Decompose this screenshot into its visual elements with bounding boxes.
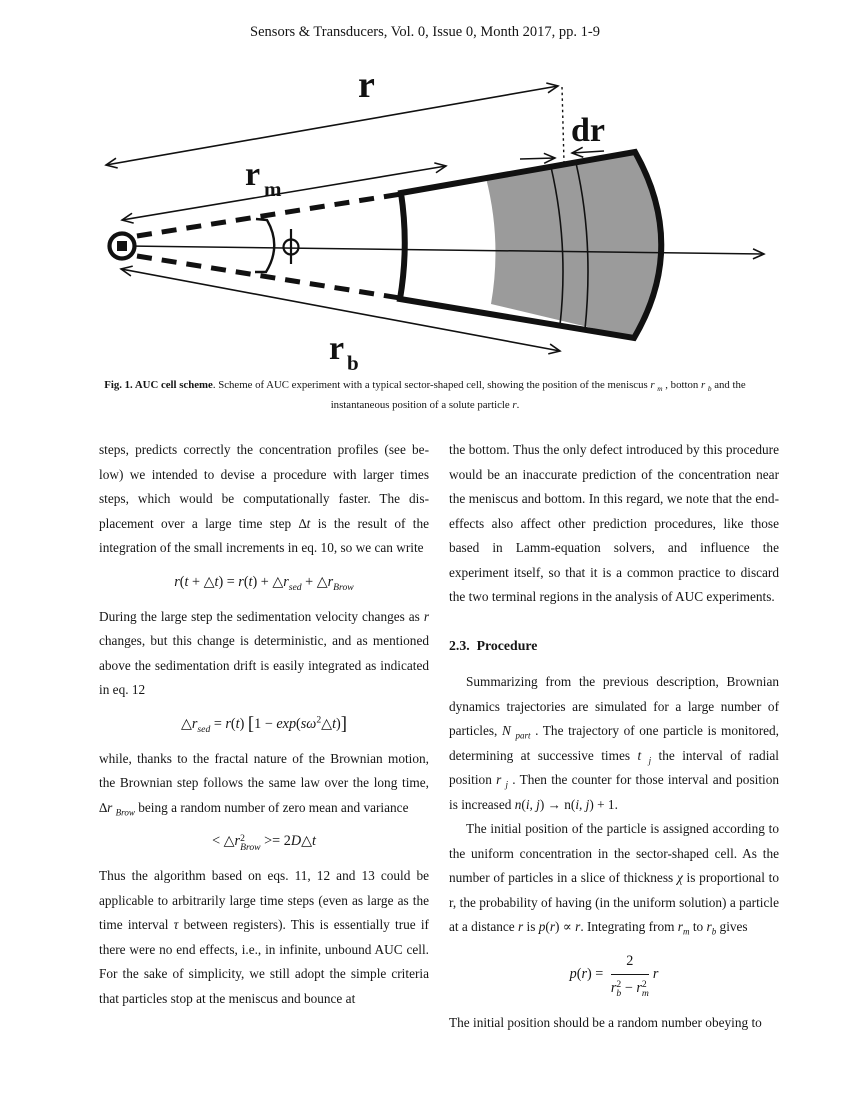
r-position-dotted-line bbox=[562, 87, 564, 163]
journal-header: Sensors & Transducers, Vol. 0, Issue 0, Month 2017, pp. 1-9 bbox=[250, 24, 600, 40]
left-column bbox=[99, 438, 429, 1035]
dr-left-pointer-arrow bbox=[520, 158, 555, 159]
label-rm-base: r bbox=[245, 156, 261, 193]
body-columns bbox=[99, 438, 779, 1035]
rotor-origin-marker bbox=[110, 234, 135, 259]
phi-angle-arc bbox=[255, 219, 274, 272]
equation-11: r(t + △t) = $r(t) + \triangle r_{sed}$ + $\triangle r_{Brow}$ bbox=[174, 573, 354, 593]
paragraph: During the large step the sedimentation velocity changes as r changes, but this change is deterministic, and as mentioned above the sedimentation drift is easily integrated as indicated in eq. 12 bbox=[99, 608, 429, 697]
phi-symbol bbox=[284, 229, 299, 264]
paragraph: the bottom. Thus the only defect introduced by this procedure would be an inaccurate prediction of the concentration near the meniscus and bottom. In this regard, we note that the end-effects also affect other prediction procedures, like those based in Lamm-equation solvers, and influence the experiment itself, so that it is a common practice to discard the two terminal regions in the analysis of AUC experiments. bbox=[449, 442, 779, 604]
figure-caption bbox=[85, 376, 765, 416]
label-r: r bbox=[358, 64, 375, 106]
r-measure-arrow bbox=[106, 86, 558, 165]
paragraph: Summarizing from the previous description, Brownian dynamics trajectories are simulated for a large number of particles, N $_{part}$ . The trajectory of one particle is monitored, determining at successive times t $_j$ the interval of radial position r $_j$ . Then the counter for those interval and position is increased n(i, j) → n(i, j) + 1. bbox=[449, 674, 780, 812]
sector-lower-dashed-edge bbox=[137, 256, 400, 298]
right-column bbox=[449, 438, 779, 1035]
label-dr: dr bbox=[571, 112, 605, 149]
label-rb-sub: b bbox=[347, 351, 359, 375]
equation-pr: p(r) = 2 r 2 b − r 2 m r bbox=[449, 949, 779, 1000]
label-rb-base: r bbox=[329, 330, 345, 367]
section-heading-procedure: 2.3. Procedure bbox=[449, 637, 538, 653]
dr-right-pointer-arrow bbox=[572, 151, 604, 153]
paragraph: steps, predicts correctly the concentration profiles (see below) we intended to devise a procedure with larger times steps, which would be computationally faster. The displacement over a large time step ∆t is the result of the integration of the small increments in eq. 10, so we can write bbox=[99, 442, 429, 555]
paragraph: The initial position of the particle is assigned according to the uniform concentration in the sector-shaped cell. As the number of particles in a slice of thickness χ is proportional to r, the probability of having (in the uniform solution) a particle at a distance r is p(r) ∝ r. Integrating from $r_m$ to $r_b$ gives bbox=[449, 821, 779, 937]
paragraph: while, thanks to the fractal nature of the Brownian motion, the Brownian step follows the same law over the long time, ∆r $_{Brow}$ being a random number of zero mean and variance bbox=[99, 750, 429, 818]
paragraph: Thus the algorithm based on eqs. 11, 12 and 13 could be applicable to arbitrarily large time steps (even as large as the time interval τ between registers). This is essentially true if there were no end effects, i.e., in infinite, unbound AUC cell. For the sake of simplicity, we still adopt the simple criteria that particles stop at the meniscus and bounce at bbox=[99, 868, 429, 1006]
paragraph: The initial position should be a random number obeying to bbox=[449, 1014, 762, 1030]
auc-cell-diagram bbox=[0, 60, 850, 375]
figure-caption-label: Fig. 1. AUC cell scheme bbox=[104, 379, 213, 391]
equation-12: $\triangle r_{sed} = r(t) [1$ − $\exp(s\omega^2\triangle t)$] bbox=[180, 712, 348, 735]
equation-13: < △r 2 Brow >= 2D△t bbox=[212, 833, 316, 854]
figure-caption-text: . Scheme of AUC experiment with a typical sector-shaped cell, showing the position of the meniscus r $_m$ , botton r $_b$ and the instantaneous position of a solute particle r. bbox=[212, 379, 746, 411]
label-rm-sub: m bbox=[264, 177, 282, 201]
